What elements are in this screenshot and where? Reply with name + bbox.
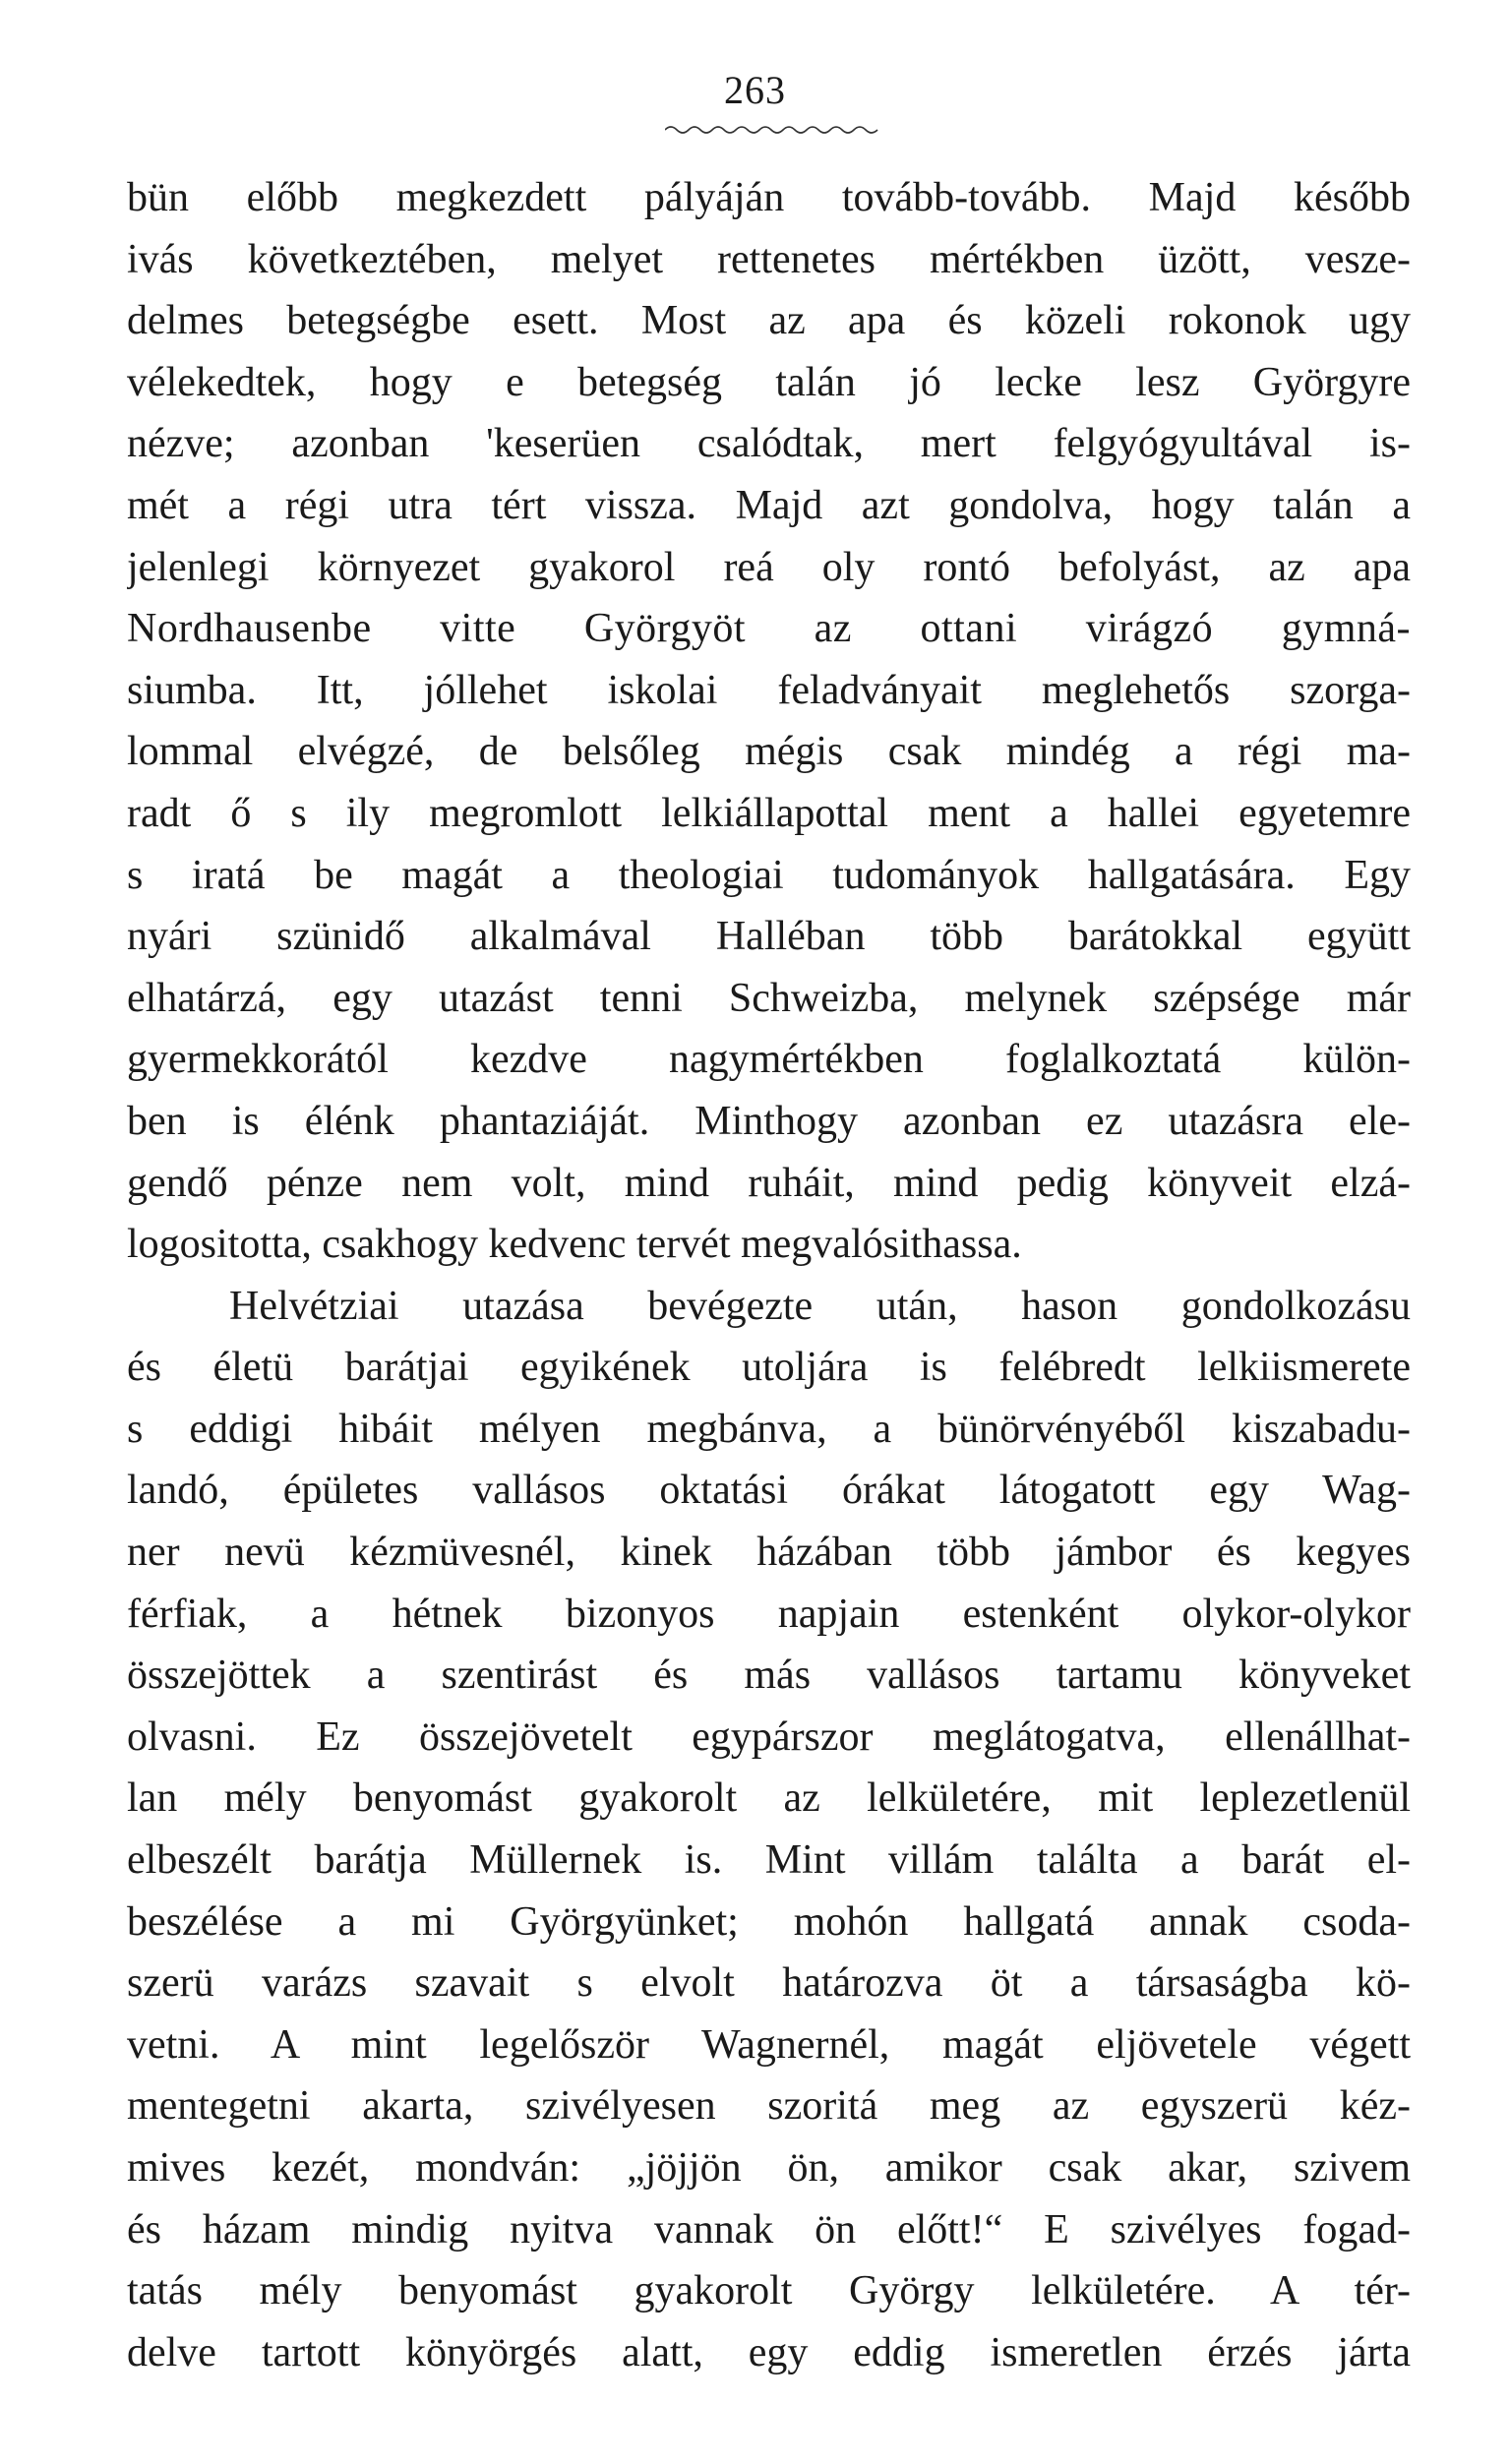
text-line: siumba. Itt, jóllehet iskolai feladványait meglehetős szorga-: [127, 667, 1411, 713]
text-line: olvasni. Ez összejövetelt egypárszor meglátogatva, ellenállhat-: [127, 1713, 1411, 1760]
text-line: jelenlegi környezet gyakorol reá oly rontó befolyást, az apa: [127, 544, 1411, 590]
body-text: [127, 167, 1411, 2383]
text-line: bün előbb megkezdett pályáján tovább-tovább. Majd később: [127, 175, 1411, 220]
text-line: landó, épületes vallásos oktatási órákat látogatott egy Wag-: [127, 1468, 1411, 1514]
text-line: beszélése a mi Györgyünket; mohón hallgatá annak csoda-: [127, 1898, 1411, 1945]
text-line: szerü varázs szavait s elvolt határozva öt a társaságba kö-: [127, 1960, 1411, 2007]
text-line: nézve; azonban 'keserüen csalódtak, mert felgyógyultával is-: [127, 421, 1411, 467]
text-line: vetni. A mint legelőször Wagnernél, magát eljövetele végett: [127, 2021, 1411, 2068]
text-line: delmes betegségbe esett. Most az apa és közeli rokonok ugy: [127, 298, 1411, 344]
text-line: és házam mindig nyitva vannak ön előtt!“ E szivélyes fogad-: [127, 2206, 1411, 2253]
text-line: lommal elvégzé, de belsőleg mégis csak mindég a régi ma-: [127, 729, 1411, 775]
text-line: gyermekkorától kezdve nagymértékben foglalkoztatá külön-: [127, 1037, 1411, 1083]
ornamental-wavy-rule: [665, 124, 879, 136]
text-line: férfiak, a hétnek bizonyos napjain estenként olykor-olykor: [127, 1591, 1411, 1637]
text-line: lan mély benyomást gyakorolt az lelkületére, mit leplezetlenül: [127, 1775, 1411, 1822]
text-line: ivás következtében, melyet rettenetes mértékben üzött, vesze-: [127, 236, 1411, 282]
text-line: elhatárzá, egy utazást tenni Schweizba, melynek szépsége már: [127, 975, 1411, 1021]
paragraph-1: [127, 167, 1411, 1276]
text-line: összejöttek a szentirást és más vallásos tartamu könyveket: [127, 1653, 1411, 1699]
text-line: elbeszélt barátja Müllernek is. Mint villám találta a barát el-: [127, 1837, 1411, 1884]
text-line: ben is élénk phantaziáját. Minthogy azonban ez utazásra ele-: [127, 1098, 1411, 1144]
text-line: mentegetni akarta, szivélyesen szoritá meg az egyszerü kéz-: [127, 2083, 1411, 2130]
text-line: Nordhausenbe vitte Györgyöt az ottani virágzó gymná-: [127, 606, 1411, 652]
text-line: radt ő s ily megromlott lelkiállapottal ment a hallei egyetemre: [127, 790, 1411, 836]
text-line: mives kezét, mondván: „jöjjön ön, amikor csak akar, szivem: [127, 2145, 1411, 2191]
text-line: és életü barátjai egyikének utoljára is felébredt lelkiismerete: [127, 1345, 1411, 1391]
text-line: gendő pénze nem volt, mind ruháit, mind pedig könyveit elzá-: [127, 1160, 1411, 1206]
page-number: 263: [724, 68, 786, 112]
text-line: nyári szünidő alkalmával Halléban több barátokkal együtt: [127, 914, 1411, 960]
text-line: ner nevü kézmüvesnél, kinek házában több jámbor és kegyes: [127, 1530, 1411, 1576]
text-line: vélekedtek, hogy e betegség talán jó lecke lesz Györgyre: [127, 359, 1411, 405]
text-line: Helvétziai utazása bevégezte után, hason gondolkozásu: [229, 1283, 1411, 1329]
text-line: delve tartott könyörgés alatt, egy eddig ismeretlen érzés járta: [127, 2329, 1411, 2375]
text-line: mét a régi utra tért vissza. Majd azt gondolva, hogy talán a: [127, 482, 1411, 528]
text-line: s iratá be magát a theologiai tudományok hallgatására. Egy: [127, 852, 1411, 898]
text-line: tatás mély benyomást gyakorolt György lelkületére. A tér-: [127, 2268, 1411, 2314]
text-line: s eddigi hibáit mélyen megbánva, a bünörvényéből kiszabadu-: [127, 1406, 1411, 1452]
text-line: logositotta, csakhogy kedvenc tervét megvalósithassa.: [127, 1222, 1022, 1268]
paragraph-2: [127, 1276, 1411, 2384]
